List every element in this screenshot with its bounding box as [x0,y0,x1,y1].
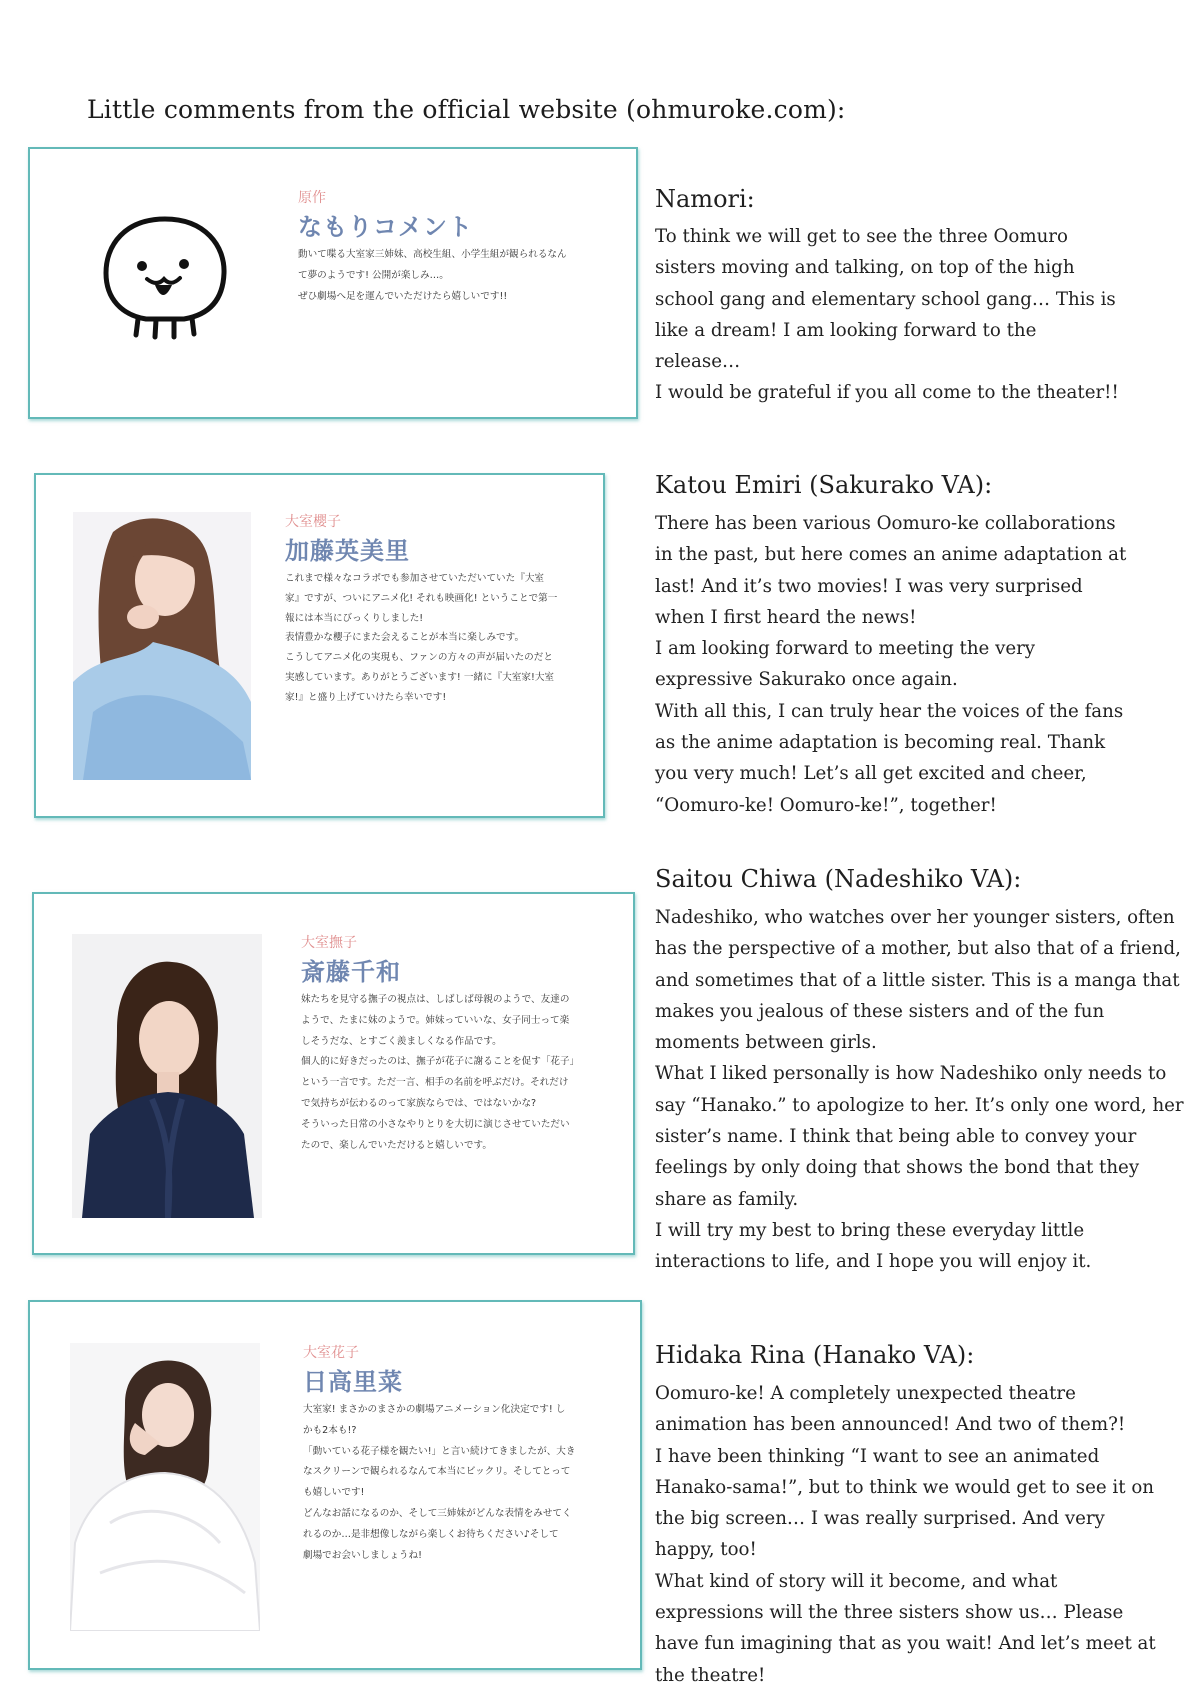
jp-comment-line: で気持ちが伝わるのって家族ならでは、ではないかな? [301,1097,537,1109]
en-comment-paragraph: What kind of story will it become, and what expressions will the three sisters show us… Please have fun imagining that as you wait! And let’s meet at the theatre! [655,1570,1156,1686]
jp-comment-line: れるのか…是非想像しながら楽しくお待ちください♪そして [303,1528,559,1540]
saitou-chiwa-photo [72,934,262,1218]
portrait-illustration [72,934,262,1218]
en-comment-paragraph: To think we will get to see the three Oomuro sisters moving and talking, on top of the high school gang and elementary school gang… This is like a dream! I am looking forward to the release… [655,226,1116,373]
jp-name-heading: 斎藤千和 [301,958,401,986]
portrait-illustration [73,512,251,780]
jp-comment-line: そういった日常の小さなやりとりを大切に演じさせていただい [301,1118,570,1130]
jp-comment-line: ようで、たまに妹のようで。姉妹っていいな、女子同士って楽 [301,1014,570,1026]
portrait-illustration [70,1343,260,1631]
en-comment-paragraph: There has been various Oomuro-ke collaborations in the past, but here comes an anime adaptation at last! And it’s two movies! I was very surprised when I first heard the news! [655,513,1127,628]
katou-emiri-photo [73,512,251,780]
jp-comment-line: ぜひ劇場へ足を運んでいただけたら嬉しいです!! [298,290,508,302]
hidaka-rina-photo [70,1343,260,1631]
jp-name-heading: 加藤英美里 [285,537,410,565]
jp-comment-line: これまで様々なコラボでも参加させていただいていた『大室 [285,573,545,584]
comment-card-katou-emiri [34,473,605,818]
en-comment-paragraph: I would be grateful if you all come to the theater!! [655,382,1119,404]
jp-comment-line: たので、楽しんでいただけると嬉しいです。 [301,1139,492,1151]
en-comment-text [655,508,1133,821]
jp-comment-line: 個人的に好きだったのは、撫子が花子に謝ることを促す「花子」 [301,1056,580,1068]
comment-card-namori [28,147,638,419]
en-comment-paragraph: I am looking forward to meeting the very expressive Sakurako once again. [655,638,1036,691]
en-comment-paragraph: I have been thinking “I want to see an animated Hanako-sama!”, but to think we would get to see it on the big screen… I was really surprised. And very happy, too! [655,1445,1154,1561]
en-comment-paragraph: With all this, I can truly hear the voices of the fans as the anime adaptation is becoming real. Thank you very much! Let’s all get excited and cheer, “Oomuro-ke! Oomuro-ke!”, together! [655,700,1124,816]
jp-role-label: 大室撫子 [301,935,357,951]
jp-comment-text [298,245,618,307]
jp-comment-line: 劇場でお会いしましょうね! [303,1549,422,1561]
en-comment-paragraph: Nadeshiko, who watches over her younger sisters, often has the perspective of a mother, but also that of a friend, and sometimes that of a little sister. This is a manga that makes you jealous of these sisters and of the fun moments between girls. [655,907,1181,1054]
comment-card-saitou-chiwa [32,892,635,1255]
jp-comment-line: なスクリーンで観られるなんて本当にビックリ。そしてとって [303,1466,571,1478]
jp-name-heading: 日高里菜 [303,1368,403,1396]
en-comment-paragraph: I will try my best to bring these everyday little interactions to life, and I hope you will enjoy it. [655,1219,1092,1273]
jp-comment-line: 動いて喋る大室家三姉妹、高校生組、小学生組が観られるなん [298,249,567,260]
jp-name-heading: なもりコメント [298,213,473,241]
jp-comment-line: 家!』と盛り上げていけたら幸いです! [285,691,447,703]
jp-role-label: 大室花子 [303,1345,359,1361]
en-comment-text [655,1378,1167,1691]
jp-comment-line: かも2本も!? [303,1424,357,1436]
jp-comment-line: どんなお話になるのか、そして三姉妹がどんな表情をみせてく [303,1507,572,1519]
en-name-heading: Saitou Chiwa (Nadeshiko VA): [655,865,1022,893]
namori-mascot-image [100,211,230,341]
jp-comment-text [301,990,621,1156]
comment-card-hidaka-rina [28,1300,642,1670]
jp-comment-line: 妹たちを見守る撫子の視点は、しばしば母親のようで、友達の [301,994,570,1005]
jp-comment-line: 大室家! まさかのまさかの劇場アニメーション化決定です! し [303,1404,566,1415]
en-comment-text [655,221,1125,409]
jp-comment-line: 「動いている花子様を観たい!」と言い続けてきましたが、大き [303,1445,576,1457]
en-comment-text [655,902,1185,1278]
en-name-heading: Hidaka Rina (Hanako VA): [655,1341,975,1369]
jp-comment-line: という一言です。ただ一言、相手の名前を呼ぶだけ。それだけ [301,1077,569,1089]
page-heading: Little comments from the official website (ohmuroke.com): [87,95,846,124]
jp-role-label: 大室櫻子 [285,514,341,530]
mascot-drawing [100,211,230,341]
jp-comment-text [285,569,585,708]
en-comment-paragraph: What I liked personally is how Nadeshiko only needs to say “Hanako.” to apologize to her. It’s only one word, her sister’s name. I think that being able to convey your feelings by only doing that shows the bond that they share as family. [655,1063,1184,1210]
jp-comment-line: しそうだな、とすごく羨ましくなる作品です。 [301,1035,502,1047]
jp-comment-line: も嬉しいです! [303,1487,365,1499]
jp-comment-line: 家』ですが、ついにアニメ化! それも映画化! ということで第一 [285,592,558,604]
jp-comment-line: こうしてアニメ化の実現も、ファンの方々の声が届いたのだと [285,652,553,664]
jp-comment-text [303,1400,623,1566]
jp-comment-line: 実感しています。ありがとうございます! 一緒に『大室家!大室 [285,671,555,683]
en-name-heading: Namori: [655,185,755,213]
jp-comment-line: 報には本当にびっくりしました! [285,612,424,624]
en-name-heading: Katou Emiri (Sakurako VA): [655,471,993,499]
jp-comment-line: 表情豊かな櫻子にまた会えることが本当に楽しみです。 [285,632,525,644]
jp-comment-line: て夢のようです! 公開が楽しみ…。 [298,269,449,281]
jp-role-label: 原作 [298,190,326,206]
en-comment-paragraph: Oomuro-ke! A completely unexpected theatre animation has been announced! And two of them?! [655,1383,1126,1436]
